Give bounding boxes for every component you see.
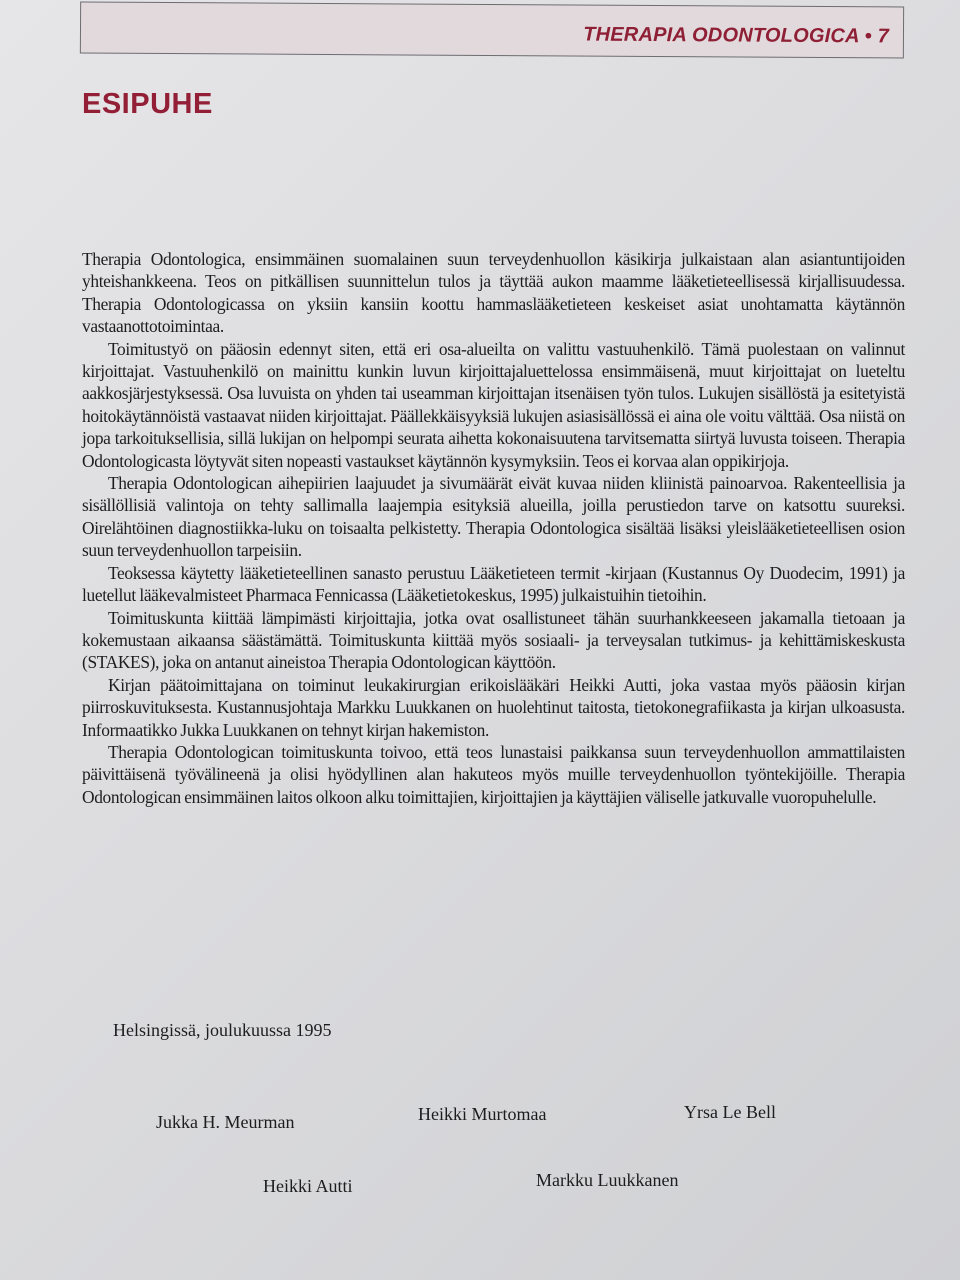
signatory: Markku Luukkanen — [536, 1170, 679, 1190]
paragraph: Toimituskunta kiittää lämpimästi kirjoittajia, jotka ovat osallistuneet tähän suurhankkeeseen jakamalla tietoaan ja kokemustaan aikaansa säästämättä. Toimituskunta kiittää myös sosiaali- ja terveysalan tutkimus- ja kehittämiskeskusta (STAKES), joka on antanut aineistoa Therapia Odontologican käyttöön. — [82, 607, 905, 673]
preface-body — [82, 248, 905, 808]
paragraph: Therapia Odontologican aihepiirien laajuudet ja sivumäärät eivät kuvaa niiden kliinistä painoarvoa. Rakenteellisia ja sisällöllisiä valintoja on tehty sallimalla laajempia esityksiä alueilla, joilla perustiedon tarve on katsottu suureksi. Oirelähtöinen diagnostiikka-luku on toisaalta pelkistetty. Therapia Odontologica sisältää lisäksi yleislääketieteellisen osion suun terveydenhuollon tarpeisiin. — [82, 473, 905, 561]
signatory: Yrsa Le Bell — [684, 1102, 776, 1122]
running-title: THERAPIA ODONTOLOGICA • 7 — [583, 23, 890, 48]
place-date: Helsingissä, joulukuussa 1995 — [113, 1020, 332, 1040]
signatory: Heikki Murtomaa — [418, 1104, 547, 1124]
signatory: Jukka H. Meurman — [156, 1112, 295, 1132]
paragraph: Kirjan päätoimittajana on toiminut leukakirurgian erikoislääkäri Heikki Autti, joka vastaa myös pääosin kirjan piirroskuvituksesta. Kustannusjohtaja Markku Luukkanen on huolehtinut taitosta, tietokonegrafiikasta ja kirjan ulkoasusta. Informaatikko Jukka Luukkanen on tehnyt kirjan hakemiston. — [82, 674, 905, 740]
running-header — [80, 1, 904, 58]
paragraph: Toimitustyö on pääosin edennyt siten, että eri osa-alueilta on valittu vastuuhenkilö. Tämä puolestaan on valinnut kirjoittajat. Vastuuhenkilö on mainittu kunkin luvun kirjoittajaluettelossa ensimmäisenä, muut kirjoittajat on lueteltu aakkosjärjestyksessä. Osa luvuista on yhden tai useamman kirjoittajan itsenäisen työn tulos. Lukujen sisällöstä ja esitetyistä hoitokäytännöistä vastaavat niiden kirjoittajat. Päällekkäisyyksiä lukujen asiasisällössä ei aina ole voitu välttää. Osa niistä on jopa tarkoituksellisia, sillä lukijan on helpompi seurata aihetta kokonaisuutena tarvitsematta siirtyä luvusta toiseen. Therapia Odontologicasta löytyvät siten nopeasti vastaukset käytännön kysymyksiin. Teos ei korvaa alan oppikirjoja. — [82, 338, 905, 471]
paragraph: Therapia Odontologica, ensimmäinen suomalainen suun terveydenhuollon käsikirja julkaistaan alan asiantuntijoiden yhteishankkeena. Teos on pitkällisen suunnittelun tulos ja täyttää aukon maamme lääketieteellisessä kirjallisuudessa. Therapia Odontologicassa on yksiin kansiin koottu hammaslääketieteen keskeiset asiat unohtamatta käytännön vastaanottotoimintaa. — [82, 249, 905, 337]
page-title: ESIPUHE — [82, 88, 213, 120]
paragraph: Teoksessa käytetty lääketieteellinen sanasto perustuu Lääketieteen termit -kirjaan (Kustannus Oy Duodecim, 1991) ja luetellut lääkevalmisteet Pharmaca Fennicassa (Lääketietokeskus, 1995) julkaistuihin tietoihin. — [82, 562, 905, 606]
signatory: Heikki Autti — [263, 1176, 353, 1196]
paragraph: Therapia Odontologican toimituskunta toivoo, että teos lunastaisi paikkansa suun terveydenhuollon ammattilaisten päivittäisenä työvälineenä ja olisi hyödyllinen alan hakuteos myös muille terveydenhuollon työntekijöille. Therapia Odontologican ensimmäinen laitos olkoon alku toimittajien, kirjoittajien ja käyttäjien väliselle jatkuvalle vuoropuhelulle. — [82, 741, 905, 807]
